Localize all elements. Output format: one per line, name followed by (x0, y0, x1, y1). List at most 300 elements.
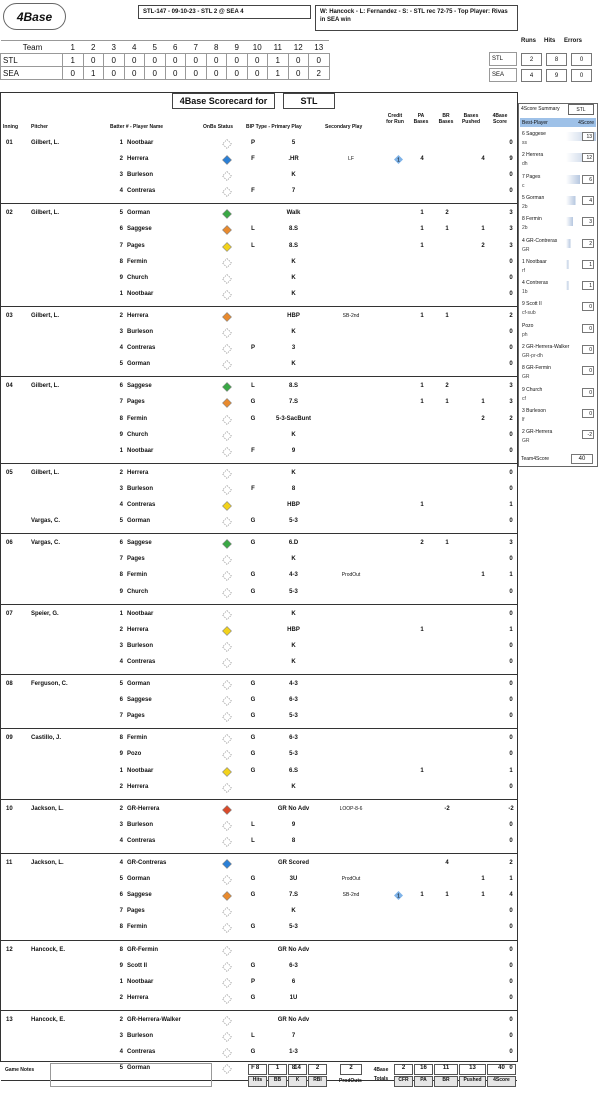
onbase-diamond-icon (222, 360, 232, 370)
primary-play: 4-3 (289, 572, 298, 579)
4base-score: 2 (509, 415, 513, 422)
inning-runs: 0 (309, 54, 330, 67)
br-bases: 1 (445, 313, 449, 319)
primary-play: 1U (289, 994, 298, 1001)
col-bip: BIP Type - Primary Play (246, 124, 302, 130)
4base-score: 1 (509, 572, 513, 579)
bases-pushed: 1 (481, 399, 485, 406)
pitcher-name: Hancock, E. (31, 946, 66, 953)
primary-play: 8.S (288, 226, 298, 233)
summary-player-name: 9 Church (522, 386, 543, 393)
4base-score: 0 (509, 588, 513, 595)
onbase-diamond-icon (222, 642, 232, 652)
primary-play: 6.S (288, 767, 298, 774)
summary-player-pos: GR (522, 374, 530, 381)
batter-number: 4 (119, 837, 123, 844)
summary-player-row (520, 427, 596, 448)
batter-row (1, 184, 517, 200)
pitcher-name: Gilbert, L. (31, 210, 60, 217)
onbase-diamond-icon (222, 139, 232, 149)
primary-play: 5-3 (289, 751, 298, 758)
batter-name: Burleson (127, 485, 154, 492)
col-cfr: Credit for Run (386, 113, 404, 125)
bip-type: G (250, 713, 256, 720)
primary-play: .HR (288, 156, 299, 163)
primary-play: HBP (287, 626, 300, 633)
summary-player-score: 0 (582, 409, 594, 418)
inning-runs: 0 (145, 67, 166, 80)
bip-type: L (251, 1033, 255, 1040)
batter-row (1, 991, 517, 1007)
inning-runs: 2 (309, 67, 330, 80)
inning-runs: 1 (83, 67, 104, 80)
batter-name: Saggese (127, 226, 152, 233)
inning-number: 11 (6, 860, 13, 867)
label-cfr: CFR (394, 1076, 413, 1087)
summary-player-score: 3 (582, 217, 594, 226)
bip-type: L (251, 242, 255, 249)
pa-bases: 1 (420, 626, 424, 633)
4base-score: 0 (509, 1049, 513, 1056)
col-4score: 4Base Score (492, 113, 508, 125)
bip-type: G (250, 1049, 256, 1056)
batter-number: 4 (119, 860, 123, 867)
inning-runs: 0 (83, 54, 104, 67)
bip-type: G (250, 924, 256, 931)
onbase-diamond-icon (222, 875, 232, 885)
errors-header: Errors (564, 38, 583, 44)
primary-play: K (291, 274, 296, 281)
primary-play: 3 (291, 345, 296, 352)
bip-type: F (251, 1065, 255, 1072)
4base-score: 2 (509, 313, 513, 319)
batter-name: Herrera (127, 156, 149, 163)
br-bases: 2 (445, 383, 449, 390)
bip-type: G (250, 892, 256, 899)
batter-row (1, 357, 517, 373)
summary-header-score: 4Score (578, 120, 594, 126)
summary-player-name: 2 GR-Herrera (522, 429, 553, 436)
primary-play: K (291, 556, 296, 563)
batter-number: 9 (119, 431, 123, 438)
inning-number: 08 (6, 681, 13, 688)
batter-number: 1 (119, 767, 123, 774)
4base-score: 0 (509, 783, 513, 790)
onbase-diamond-icon (222, 588, 232, 598)
pa-bases: 1 (420, 210, 424, 217)
col-inning: Inning (3, 124, 18, 130)
summary-player-name: 9 Scott II (522, 301, 542, 308)
batter-number: 8 (119, 735, 123, 742)
team-4score-label: Team4Score (521, 456, 550, 462)
summary-player-score: 6 (582, 175, 594, 184)
pa-bases: 1 (420, 226, 424, 233)
inning-runs: 0 (124, 54, 145, 67)
onbase-diamond-icon (222, 1064, 232, 1074)
batter-name: Fermin (127, 415, 148, 422)
pitcher-name: Vargas, C. (31, 518, 61, 525)
col-br: BR Bases (438, 113, 454, 125)
scorecard-title: 4Base Scorecard for (172, 93, 275, 109)
inning-block (1, 941, 517, 1011)
inning-runs: 1 (268, 54, 289, 67)
total-4score: 40 (487, 1064, 516, 1075)
batter-number: 5 (119, 876, 123, 883)
summary-player-score: 0 (582, 366, 594, 375)
bases-pushed: 2 (481, 415, 485, 422)
inning-runs: 0 (104, 67, 125, 80)
primary-play: GR No Adv (277, 1017, 310, 1023)
onbase-diamond-icon (222, 821, 232, 831)
onbase-diamond-icon (222, 415, 232, 425)
4base-score: 9 (509, 156, 513, 163)
onbase-diamond-icon (222, 734, 232, 744)
inning-header: 12 (288, 41, 309, 54)
batter-row (1, 639, 517, 655)
onbase-diamond-icon (222, 626, 232, 636)
batter-number: 5 (119, 681, 123, 688)
batter-name: Burleson (127, 1033, 154, 1040)
bip-type: G (250, 767, 256, 774)
onbase-diamond-icon (222, 242, 232, 252)
batter-row (1, 325, 517, 341)
primary-play: 5-3 (289, 588, 298, 595)
primary-play: 7 (291, 188, 296, 195)
batter-row (1, 655, 517, 671)
summary-player-row (520, 363, 596, 384)
bip-type: F (251, 156, 255, 163)
batter-name: Contreras (127, 1049, 156, 1056)
summary-player-row (520, 406, 596, 427)
batter-row (1, 709, 517, 725)
bip-type: G (250, 697, 256, 704)
batter-number: 5 (119, 518, 123, 525)
summary-player-row (520, 214, 596, 235)
bip-type: G (250, 399, 256, 406)
batter-number: 3 (119, 1033, 123, 1040)
batter-number: 1 (119, 290, 123, 297)
batter-row (1, 552, 517, 568)
primary-play: HBP (287, 502, 300, 509)
inning-block (1, 134, 517, 204)
batter-row (1, 309, 517, 325)
pa-bases: 1 (420, 892, 424, 899)
primary-play: 7.S (288, 399, 298, 406)
primary-play: GR No Adv (277, 805, 310, 812)
primary-play: K (291, 290, 296, 297)
batter-number: 2 (119, 994, 123, 1001)
summary-player-name: 4 Contreras (522, 280, 549, 287)
primary-play: K (291, 431, 296, 438)
inning-header: 2 (83, 41, 104, 54)
onbase-diamond-icon (222, 767, 232, 777)
batter-row (1, 168, 517, 184)
game-result-label: W: Hancock - L: Fernandez - S: - STL rec 72-75 - Top Player: Rivas in SEA win (315, 5, 518, 31)
label-prodouts: ProdOuts (339, 1078, 362, 1084)
4base-score: 4 (509, 892, 513, 899)
batter-row (1, 693, 517, 709)
pitcher-name: Gilbert, L. (31, 469, 60, 476)
batter-number: 8 (119, 258, 123, 265)
inning-number: 06 (6, 540, 13, 547)
inning-runs: 0 (206, 67, 227, 80)
bip-type: G (250, 588, 256, 595)
batter-name: Herrera (127, 783, 149, 790)
batter-number: 6 (119, 383, 123, 390)
batter-name: Nootbaar (127, 447, 154, 454)
primary-play: 6-3 (289, 697, 298, 704)
4base-score: 3 (509, 383, 513, 390)
4base-score: 1 (509, 626, 513, 633)
inning-runs: 0 (124, 67, 145, 80)
batter-name: Burleson (127, 172, 154, 179)
batter-number: 3 (119, 329, 123, 336)
4base-score: 0 (509, 713, 513, 720)
summary-player-row (520, 172, 596, 193)
bip-type: F (251, 447, 255, 454)
credit-for-run-icon (394, 891, 403, 900)
bip-type: G (250, 751, 256, 758)
inning-number: 09 (6, 735, 13, 742)
team-name: SEA (1, 67, 63, 80)
batter-row (1, 623, 517, 639)
onbase-diamond-icon (222, 274, 232, 284)
summary-player-pos: GR-pr-dh (522, 353, 543, 359)
onbase-diamond-icon (222, 539, 232, 549)
bip-type: L (251, 226, 255, 233)
pa-bases: 1 (420, 313, 424, 319)
4base-logo: 4Base (3, 3, 66, 30)
onbase-diamond-icon (222, 978, 232, 988)
rhe-value: 0 (571, 53, 592, 66)
batter-number: 2 (119, 783, 123, 790)
4base-score: 0 (509, 978, 513, 985)
batter-name: Pages (127, 908, 145, 915)
label-hits: Hits (248, 1076, 267, 1087)
batter-row (1, 1029, 517, 1045)
primary-play: 5 (291, 140, 296, 146)
label-br: BR (434, 1076, 458, 1087)
primary-play: K (291, 658, 296, 665)
batter-row (1, 943, 517, 959)
batter-name: GR-Fermin (127, 946, 159, 953)
batter-name: Church (127, 431, 148, 438)
batter-number: 4 (119, 188, 123, 195)
onbase-diamond-icon (222, 907, 232, 917)
onbase-diamond-icon (222, 837, 232, 847)
onbase-diamond-icon (222, 187, 232, 197)
onbase-diamond-icon (222, 555, 232, 565)
batter-number: 1 (119, 978, 123, 985)
pa-bases: 1 (420, 242, 424, 249)
inning-runs: 0 (227, 54, 248, 67)
4base-score: 0 (509, 681, 513, 688)
inning-block (1, 854, 517, 941)
primary-play: 5-3 (289, 924, 298, 931)
inning-block (1, 534, 517, 604)
bip-type: G (250, 994, 256, 1001)
batter-number: 4 (119, 1049, 123, 1056)
game-notes-field[interactable] (50, 1063, 212, 1087)
batter-name: Contreras (127, 658, 156, 665)
batter-number: 2 (119, 156, 123, 163)
br-bases: -2 (444, 805, 450, 812)
bip-type: P (250, 978, 255, 985)
rhe-value: 2 (521, 53, 542, 66)
batter-name: Saggese (127, 540, 152, 547)
pitcher-name: Jackson, L. (31, 860, 64, 867)
inning-runs: 0 (145, 54, 166, 67)
game-notes-label: Game Notes (5, 1067, 35, 1073)
batter-name: Gorman (127, 681, 151, 688)
batter-name: Pozo (127, 751, 142, 758)
secondary-play: LOOP-8-6 (339, 805, 363, 812)
batter-number: 2 (119, 469, 123, 476)
primary-play: K (291, 610, 296, 617)
batter-number: 9 (119, 588, 123, 595)
summary-player-pos: lf (522, 416, 525, 423)
primary-play: HBP (287, 313, 300, 319)
batter-name: Church (127, 588, 148, 595)
summary-player-pos: 2b (522, 225, 528, 232)
4base-score: 3 (509, 226, 513, 233)
inning-runs: 0 (63, 67, 84, 80)
primary-play: 5-3 (289, 518, 298, 525)
bases-pushed: 1 (481, 572, 485, 579)
batter-row (1, 856, 517, 872)
primary-play: K (291, 172, 296, 179)
inning-block (1, 307, 517, 377)
primary-play: 3U (289, 876, 298, 883)
bip-type: G (250, 681, 256, 688)
4base-score: 0 (509, 837, 513, 844)
batter-number: 4 (119, 502, 123, 509)
4base-score: 0 (509, 290, 513, 297)
primary-play: K (291, 783, 296, 790)
batter-number: 7 (119, 908, 123, 915)
batter-row (1, 920, 517, 936)
batter-number: 6 (119, 540, 123, 547)
batter-number: 4 (119, 345, 123, 352)
primary-play: 8.S (288, 242, 298, 249)
inning-runs: 0 (165, 67, 186, 80)
4base-score: 0 (509, 556, 513, 563)
4base-score: 0 (509, 908, 513, 915)
inning-runs: 0 (165, 54, 186, 67)
summary-player-row (520, 193, 596, 214)
4base-score: 0 (509, 924, 513, 931)
inning-header: 4 (124, 41, 145, 54)
onbase-diamond-icon (222, 155, 232, 165)
batter-number: 8 (119, 572, 123, 579)
4base-score: 3 (509, 540, 513, 547)
inning-header: 13 (309, 41, 330, 54)
primary-play: 8 (291, 837, 296, 844)
inning-block (1, 605, 517, 675)
bip-type: P (250, 345, 255, 352)
onbase-diamond-icon (222, 171, 232, 181)
onbase-diamond-icon (222, 485, 232, 495)
total-pa: 16 (414, 1064, 433, 1075)
label-k: K (288, 1076, 307, 1087)
batter-row (1, 514, 517, 530)
onbase-diamond-icon (222, 398, 232, 408)
secondary-play: SB-2nd (342, 892, 360, 899)
batter-name: Fermin (127, 258, 148, 265)
4base-score: -2 (508, 805, 514, 812)
secondary-play: ProdOut (341, 572, 361, 579)
primary-play: 8 (291, 485, 296, 492)
pa-bases: 1 (420, 399, 424, 406)
summary-player-name: 5 Gorman (522, 194, 545, 201)
batter-number: 2 (119, 805, 123, 812)
pa-bases: 2 (420, 540, 424, 547)
4base-score: 0 (509, 140, 513, 146)
summary-header-player: Best-Player (522, 120, 548, 126)
inning-number: 13 (6, 1017, 13, 1023)
primary-play: 8.S (288, 383, 298, 390)
total-cfr: 2 (394, 1064, 413, 1075)
label-rbi: RBI (308, 1076, 327, 1087)
rhe-team-sea: SEA (489, 68, 517, 82)
4base-score: 0 (509, 697, 513, 704)
inning-block (1, 464, 517, 534)
team-4score-value: 40 (571, 454, 593, 464)
batter-row (1, 341, 517, 357)
onbase-diamond-icon (222, 750, 232, 760)
batter-row (1, 747, 517, 763)
batter-name: Nootbaar (127, 140, 154, 146)
primary-play: 5-3-SacBunt (275, 415, 311, 422)
batter-name: Gorman (127, 361, 151, 368)
batter-row (1, 395, 517, 411)
batter-number: 7 (119, 556, 123, 563)
inning-runs: 0 (288, 67, 309, 80)
bip-type: G (250, 415, 256, 422)
batter-row (1, 255, 517, 271)
inning-runs: 1 (63, 54, 84, 67)
onbase-diamond-icon (222, 1048, 232, 1058)
4base-score: 0 (509, 188, 513, 195)
summary-player-score: 1 (582, 260, 594, 269)
onbase-diamond-icon (222, 696, 232, 706)
total-k: 14 (288, 1064, 307, 1075)
batter-number: 3 (119, 172, 123, 179)
summary-player-pos: rf (522, 267, 526, 274)
batter-number: 3 (119, 642, 123, 649)
bip-type: L (251, 383, 255, 390)
bases-pushed: 2 (481, 242, 485, 249)
onbase-diamond-icon (222, 891, 232, 901)
onbase-diamond-icon (222, 328, 232, 338)
primary-play: 9 (291, 821, 296, 828)
inning-runs: 0 (206, 54, 227, 67)
summary-player-score: 12 (582, 153, 594, 162)
batter-row (1, 287, 517, 303)
batter-number: 5 (119, 210, 123, 217)
pitcher-name: Speier, G. (31, 610, 59, 617)
4base-score: 0 (509, 642, 513, 649)
onbase-diamond-icon (222, 290, 232, 300)
batter-number: 1 (119, 140, 123, 146)
col-batter: Batter # - Player Name (110, 124, 164, 130)
onbase-diamond-icon (222, 258, 232, 268)
batter-row (1, 888, 517, 904)
summary-player-pos: 2b (522, 203, 528, 210)
primary-play: GR Scored (277, 860, 309, 867)
batter-row (1, 607, 517, 623)
4base-score: 0 (509, 946, 513, 953)
